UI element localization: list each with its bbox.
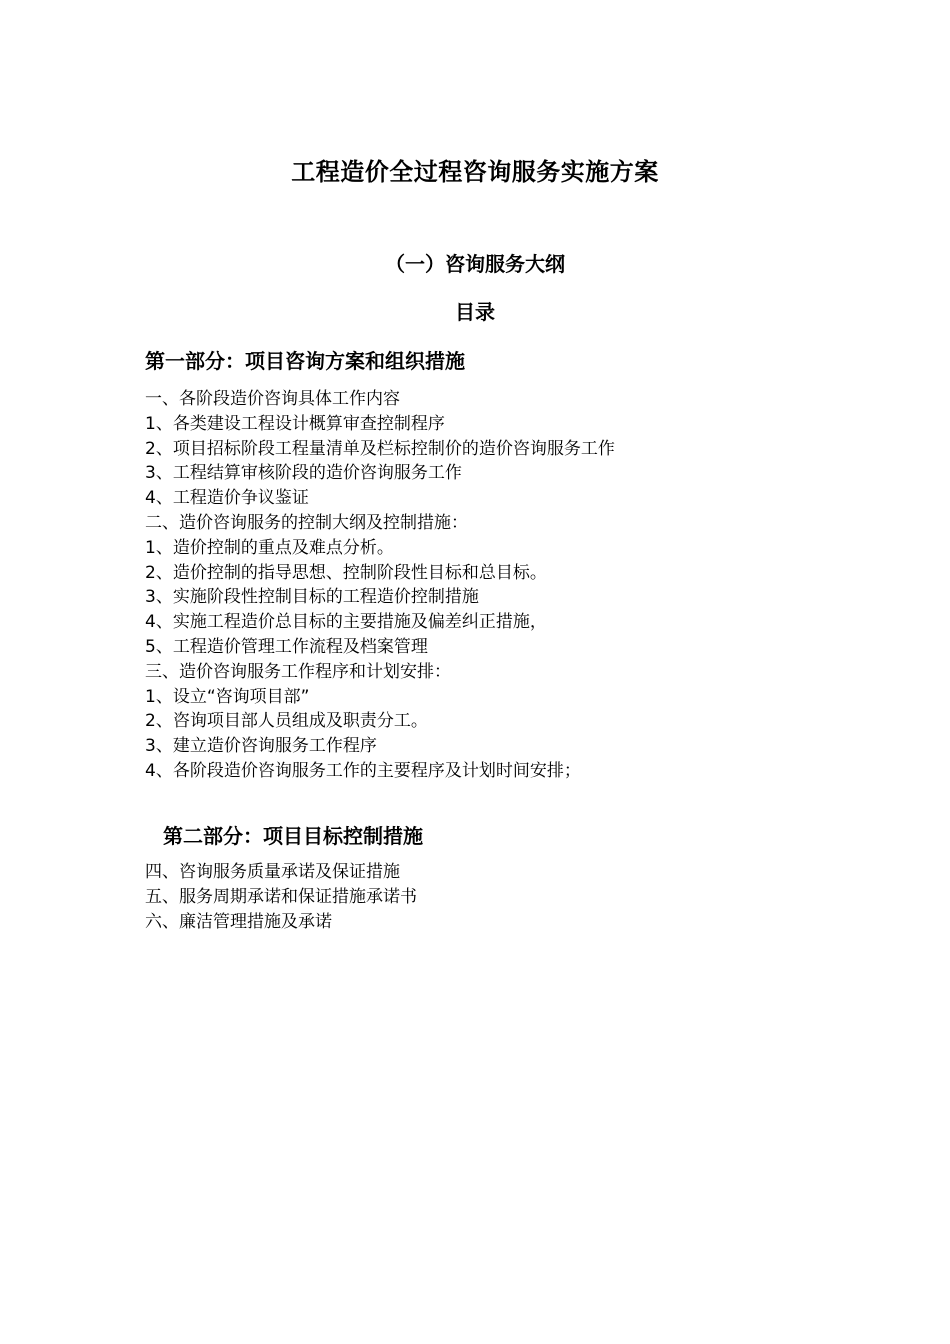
- toc-item: 二、造价咨询服务的控制大纲及控制措施：: [145, 512, 468, 533]
- toc-item: 4、工程造价争议鉴证: [145, 488, 309, 509]
- toc-item: 四、咨询服务质量承诺及保证措施: [145, 862, 400, 882]
- toc-item: 六、廉洁管理措施及承诺: [145, 911, 332, 932]
- part1-heading: 第一部分：项目咨询方案和组织措施: [145, 349, 465, 373]
- part2-heading: 第二部分：项目目标控制措施: [163, 824, 423, 848]
- toc-item: 一、各阶段造价咨询具体工作内容: [145, 389, 400, 409]
- toc-item: 2、项目招标阶段工程量清单及栏标控制价的造价咨询服务工作: [145, 438, 615, 459]
- part1-toc-list: [145, 387, 615, 784]
- part2-toc-list: [145, 860, 417, 934]
- toc-item: 五、服务周期承诺和保证措施承诺书: [145, 886, 417, 907]
- toc-item: 1、各类建设工程设计概算审查控制程序: [145, 413, 445, 434]
- toc-item: 4、实施工程造价总目标的主要措施及偏差纠正措施，: [145, 612, 547, 633]
- toc-item: 4、各阶段造价咨询服务工作的主要程序及计划时间安排；: [145, 760, 581, 781]
- toc-item: 3、实施阶段性控制目标的工程造价控制措施: [145, 587, 479, 608]
- document-title: 工程造价全过程咨询服务实施方案: [291, 158, 659, 186]
- toc-item: 3、建立造价咨询服务工作程序: [145, 736, 377, 757]
- toc-item: 1、造价控制的重点及难点分析。: [145, 537, 394, 558]
- toc-heading: 目录: [455, 300, 495, 324]
- toc-item: 2、咨询项目部人员组成及职责分工。: [145, 711, 428, 732]
- toc-item: 3、工程结算审核阶段的造价咨询服务工作: [145, 463, 462, 484]
- document-subtitle: （一）咨询服务大纲: [385, 252, 565, 276]
- toc-item: 三、造价咨询服务工作程序和计划安排：: [145, 661, 451, 682]
- toc-item: 5、工程造价管理工作流程及档案管理: [145, 636, 428, 657]
- toc-item: 2、造价控制的指导思想、控制阶段性目标和总目标。: [145, 562, 547, 583]
- toc-item: 1、设立“咨询项目部”: [145, 686, 310, 707]
